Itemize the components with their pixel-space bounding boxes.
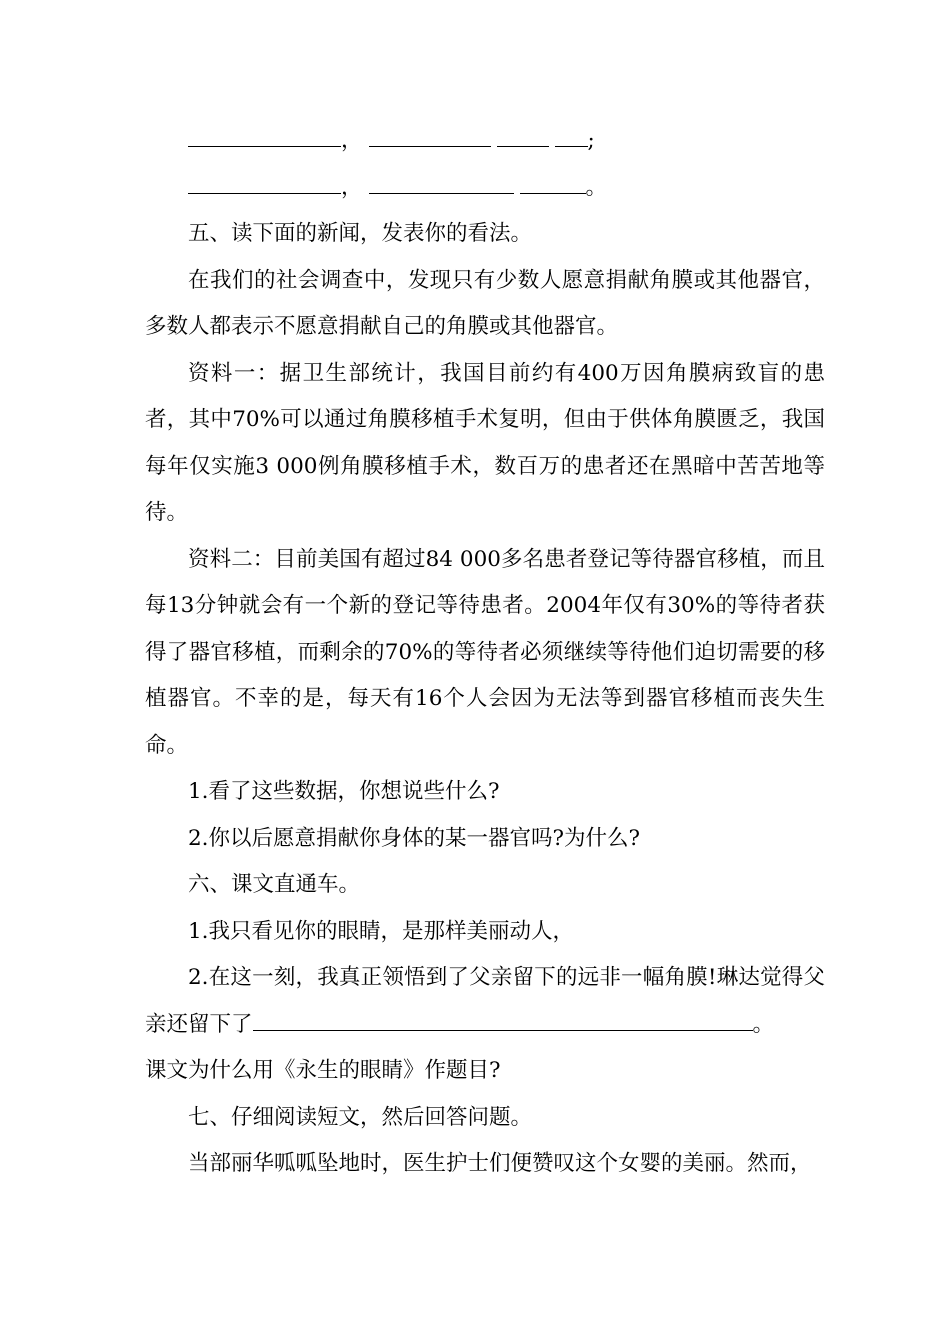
period: 。 — [752, 1011, 775, 1037]
material-1: 资料一：据卫生部统计，我国目前约有400万因角膜病致盲的患者，其中70%可以通过角膜移植手术复明，但由于供体角膜匮乏，我国每年仅实施3 000例角膜移植手术，数百万的患者还在黑暗中苦苦地等待。 — [145, 360, 825, 525]
answer-blank[interactable] — [369, 122, 491, 147]
answer-blank[interactable] — [253, 1006, 753, 1031]
answer-blank[interactable] — [188, 169, 341, 194]
document-page — [145, 118, 825, 1188]
section-7-passage: 当部丽华呱呱坠地时，医生护士们便赞叹这个女婴的美丽。然而， — [188, 1151, 812, 1176]
section-6-question-1: 1.我只看见你的眼睛，是那样美丽动人， — [188, 918, 575, 944]
material-2: 资料二：目前美国有超过84 000多名患者登记等待器官移植，而且每13分钟就会有一个新的登记等待患者。2004年仅有30%的等待者获得了器官移植，而剩余的70%的等待者必须继续等待他们迫切需要的移植器官。不幸的是，每天有16个人会因为无法等到器官移植而丧失生命。 — [145, 546, 825, 758]
comma: ， — [341, 128, 363, 153]
answer-blank[interactable] — [188, 122, 341, 147]
fill-blank-line-1 — [145, 118, 825, 165]
comma: ， — [341, 174, 363, 200]
semicolon: ; — [587, 128, 595, 153]
section-5-question-2: 2.你以后愿意捐献你身体的某一器官吗?为什么? — [188, 825, 641, 851]
section-5-heading: 五、读下面的新闻，发表你的看法。 — [188, 221, 533, 246]
question-2-text: 2.在这一刻，我真正领悟到了父亲留下的远非一幅角膜!琳达觉得父亲还留下了 — [145, 965, 825, 1037]
section-6-question-2-followup: 课文为什么用《永生的眼睛》作题目? — [145, 1058, 501, 1083]
answer-blank[interactable] — [369, 169, 514, 194]
period: 。 — [585, 174, 608, 200]
section-5-question-1: 1.看了这些数据，你想说些什么? — [188, 779, 500, 804]
section-5-intro: 在我们的社会调查中，发现只有少数人愿意捐献角膜或其他器官，多数人都表示不愿意捐献自己的角膜或其他器官。 — [145, 267, 825, 339]
section-7-heading: 七、仔细阅读短文，然后回答问题。 — [188, 1104, 533, 1130]
section-6-heading: 六、课文直通车。 — [188, 872, 361, 897]
section-6-question-2 — [145, 955, 825, 1048]
answer-blank[interactable] — [497, 122, 549, 147]
answer-blank[interactable] — [520, 169, 586, 194]
fill-blank-line-2 — [145, 165, 825, 212]
answer-blank[interactable] — [555, 122, 588, 147]
